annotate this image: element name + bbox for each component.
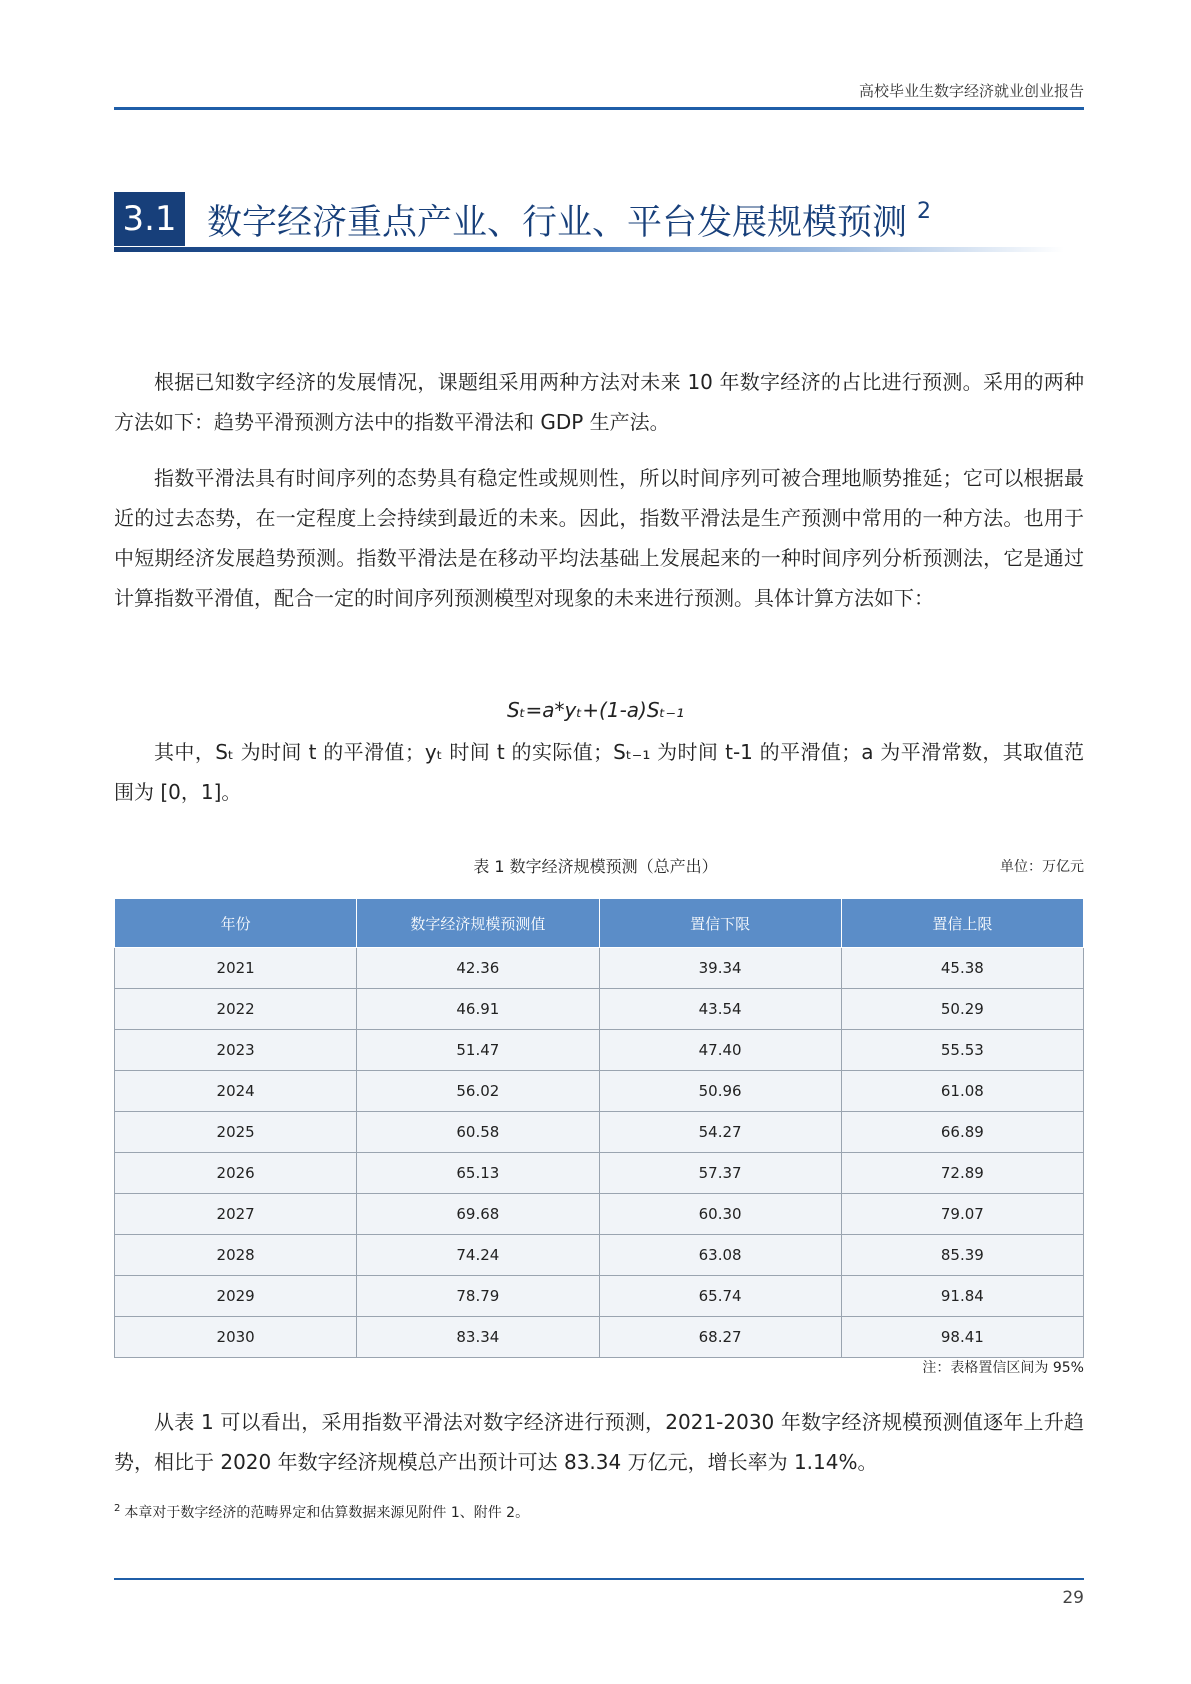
header-year: 年份 (115, 899, 357, 948)
cell-forecast: 69.68 (357, 1194, 599, 1235)
cell-forecast: 83.34 (357, 1317, 599, 1358)
cell-year: 2029 (115, 1276, 357, 1317)
cell-lower: 47.40 (599, 1030, 841, 1071)
footer-divider (114, 1578, 1084, 1580)
cell-forecast: 51.47 (357, 1030, 599, 1071)
table-caption: 表 1 数字经济规模预测（总产出） (473, 857, 718, 876)
cell-upper: 55.53 (841, 1030, 1083, 1071)
table-row (115, 1194, 1084, 1235)
cell-lower: 60.30 (599, 1194, 841, 1235)
cell-lower: 50.96 (599, 1071, 841, 1112)
cell-forecast: 42.36 (357, 948, 599, 989)
table-row (115, 1030, 1084, 1071)
cell-year: 2025 (115, 1112, 357, 1153)
cell-upper: 85.39 (841, 1235, 1083, 1276)
cell-lower: 65.74 (599, 1276, 841, 1317)
header-divider (114, 107, 1084, 110)
footnote-mark: 2 (114, 1503, 121, 1515)
cell-upper: 72.89 (841, 1153, 1083, 1194)
section-heading (114, 192, 1064, 252)
section-number: 3.1 (114, 192, 185, 246)
header-forecast: 数字经济规模预测值 (357, 899, 599, 948)
cell-upper: 61.08 (841, 1071, 1083, 1112)
section-underline (114, 247, 1064, 252)
cell-lower: 68.27 (599, 1317, 841, 1358)
cell-year: 2026 (115, 1153, 357, 1194)
header-lower: 置信下限 (599, 899, 841, 948)
cell-upper: 98.41 (841, 1317, 1083, 1358)
running-header: 高校毕业生数字经济就业创业报告 (858, 82, 1084, 100)
table-row (115, 1071, 1084, 1112)
table-row (115, 989, 1084, 1030)
cell-forecast: 56.02 (357, 1071, 599, 1112)
paragraph-method: 指数平滑法具有时间序列的态势具有稳定性或规则性，所以时间序列可被合理地顺势推延；它可以根据最近的过去态势，在一定程度上会持续到最近的未来。因此，指数平滑法是生产预测中常用的一种方法。也用于中短期经济发展趋势预测。指数平滑法是在移动平均法基础上发展起来的一种时间序列分析预测法，它是通过计算指数平滑值，配合一定的时间序列预测模型对现象的未来进行预测。具体计算方法如下： (114, 466, 1084, 610)
header-upper: 置信上限 (841, 899, 1083, 948)
footnote-ref[interactable]: 2 (917, 199, 932, 224)
table-row (115, 1276, 1084, 1317)
table-note: 注：表格置信区间为 95% (922, 1360, 1084, 1376)
table-row (115, 1112, 1084, 1153)
page-number: 29 (1062, 1588, 1084, 1608)
forecast-table (114, 898, 1084, 1358)
cell-year: 2028 (115, 1235, 357, 1276)
table-row (115, 1317, 1084, 1358)
cell-year: 2022 (115, 989, 357, 1030)
cell-year: 2030 (115, 1317, 357, 1358)
section-title (207, 195, 931, 245)
cell-forecast: 78.79 (357, 1276, 599, 1317)
cell-forecast: 46.91 (357, 989, 599, 1030)
cell-upper: 91.84 (841, 1276, 1083, 1317)
cell-year: 2024 (115, 1071, 357, 1112)
cell-upper: 79.07 (841, 1194, 1083, 1235)
cell-forecast: 74.24 (357, 1235, 599, 1276)
cell-year: 2023 (115, 1030, 357, 1071)
footnote-text: 本章对于数字经济的范畴界定和估算数据来源见附件 1、附件 2。 (124, 1505, 530, 1521)
cell-lower: 43.54 (599, 989, 841, 1030)
formula: Sₜ=a*yₜ+(1-a)Sₜ₋₁ (506, 698, 685, 722)
table-header-row (115, 899, 1084, 948)
cell-upper: 45.38 (841, 948, 1083, 989)
paragraph-conclusion: 从表 1 可以看出，采用指数平滑法对数字经济进行预测，2021-2030 年数字经济规模预测值逐年上升趋势，相比于 2020 年数字经济规模总产出预计可达 83.34 万亿元，增长率为 1.14%。 (114, 1410, 1084, 1474)
cell-forecast: 65.13 (357, 1153, 599, 1194)
section-title-text: 数字经济重点产业、行业、平台发展规模预测 (207, 203, 908, 243)
cell-forecast: 60.58 (357, 1112, 599, 1153)
cell-upper: 66.89 (841, 1112, 1083, 1153)
paragraph-variables: 其中，Sₜ 为时间 t 的平滑值；yₜ 时间 t 的实际值；Sₜ₋₁ 为时间 t-1 的平滑值；a 为平滑常数，其取值范围为 [0，1]。 (114, 740, 1084, 804)
cell-lower: 57.37 (599, 1153, 841, 1194)
table-unit: 单位：万亿元 (1000, 859, 1084, 875)
cell-lower: 54.27 (599, 1112, 841, 1153)
cell-upper: 50.29 (841, 989, 1083, 1030)
cell-lower: 39.34 (599, 948, 841, 989)
footnote (114, 1502, 529, 1522)
paragraph-intro: 根据已知数字经济的发展情况，课题组采用两种方法对未来 10 年数字经济的占比进行预测。采用的两种方法如下：趋势平滑预测方法中的指数平滑法和 GDP 生产法。 (114, 370, 1084, 434)
table-row (115, 1153, 1084, 1194)
table-row (115, 1235, 1084, 1276)
cell-year: 2027 (115, 1194, 357, 1235)
cell-lower: 63.08 (599, 1235, 841, 1276)
table-row (115, 948, 1084, 989)
cell-year: 2021 (115, 948, 357, 989)
